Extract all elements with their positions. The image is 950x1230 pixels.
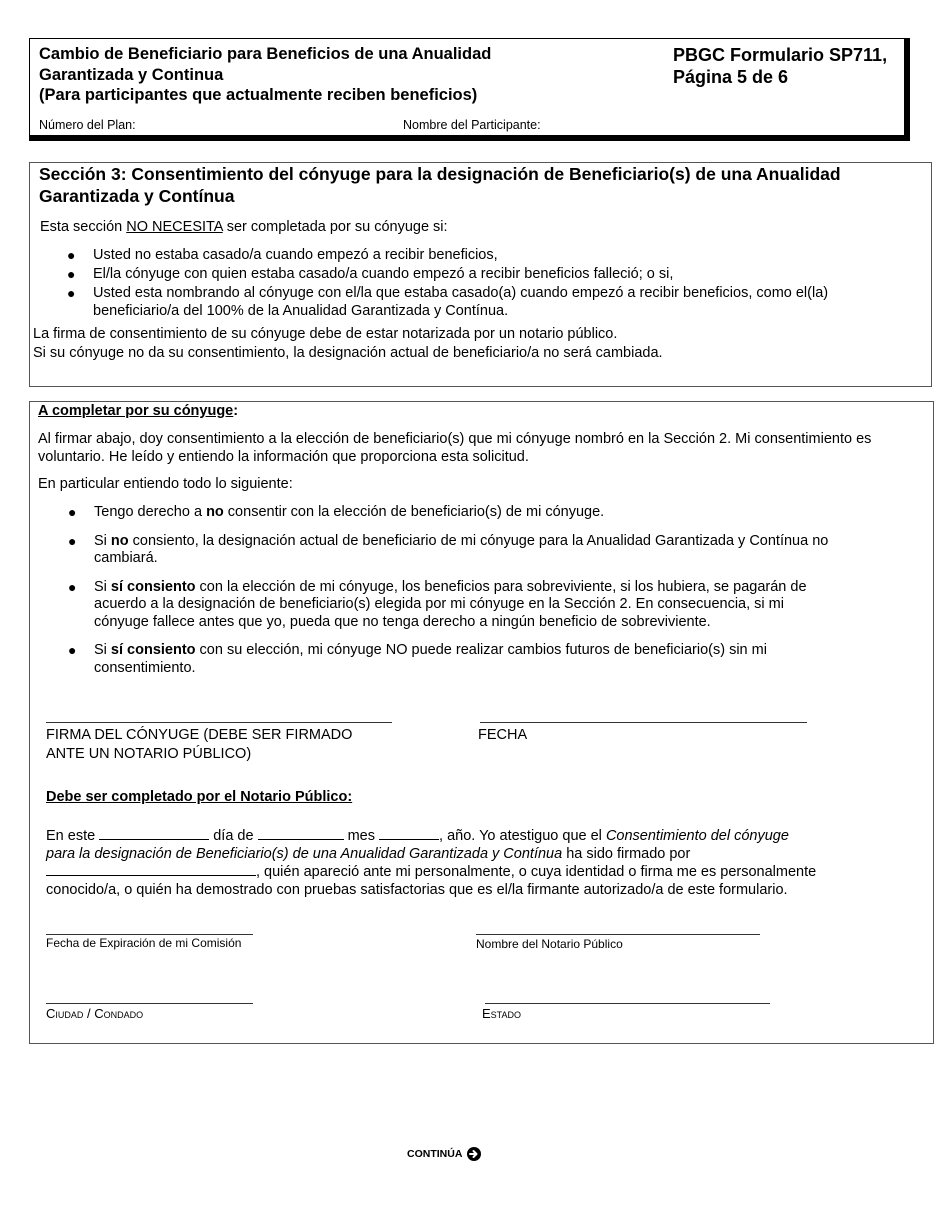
bullet-icon: ● (67, 266, 76, 282)
notary-attestation: En este día de mes , año. Yo atestiguo que el Consentimiento del cónyuge para la designación de Beneficiario(s) de una Anualidad Garantizada y Contínua ha sido firmado por , quién apareció ante mi personalmente, o cuya identidad o firma me es personalmente conocido/a, o quién ha demostrado con pruebas satisfactorias que es el/la firmante autorizado/a de este formulario. (46, 828, 817, 898)
city-county-label: Ciudad / Condado (46, 1006, 144, 1021)
notary-name-label: Nombre del Notario Público (476, 937, 623, 951)
spouse-signature-line[interactable] (46, 722, 392, 723)
form-number: PBGC Formulario SP711, Página 5 de 6 (673, 45, 888, 87)
section-3-intro: Esta sección NO NECESITA ser completada por su cónyuge si: (40, 219, 448, 235)
continue-indicator: CONTINÚA (407, 1146, 482, 1162)
list-item: ● Si sí consiento con la elección de mi cónyuge, los beneficios para sobreviviente, si los hubiera, se pagarán de acuerdo a la designación de beneficiario(s) elegida por mi cónyuge en la Sección 2. En consecuencia, si mi cónyuge fallece antes que yo, pueda que no tenga derecho a ningún beneficio de sobreviviente. (68, 578, 807, 630)
consent-statement: Al firmar abajo, doy consentimiento a la elección de beneficiario(s) que mi cónyuge nombró en la Sección 2. Mi consentimiento es voluntario. He leído y entiendo la información que proporciona esta solicitud. (38, 431, 872, 465)
signer-name-blank[interactable] (46, 863, 256, 876)
plan-number-field[interactable]: Número del Plan: (39, 118, 136, 132)
notary-requirement-note: La firma de consentimiento de su cónyuge debe de estar notarizada por un notario público. (33, 326, 618, 342)
bullet-icon: ● (68, 642, 77, 658)
year-blank[interactable] (379, 827, 439, 840)
spouse-date-label: FECHA (478, 727, 528, 743)
notary-heading: Debe ser completado por el Notario Público: (46, 789, 353, 805)
city-county-line[interactable] (46, 1003, 253, 1004)
form-title: Cambio de Beneficiario para Beneficios de una Anualidad Garantizada y Continua (Para participantes que actualmente reciben beneficios) (39, 45, 492, 104)
exemption-list (67, 247, 913, 322)
spouse-heading: A completar por su cónyuge: (38, 403, 239, 419)
list-item: ● Tengo derecho a no consentir con la elección de beneficiario(s) de mi cónyuge. (68, 504, 605, 520)
bullet-icon: ● (68, 504, 77, 520)
list-item: ● Si sí consiento con su elección, mi cónyuge NO puede realizar cambios futuros de beneficiario(s) sin mi consentimiento. (68, 642, 767, 676)
list-item: ● Usted no estaba casado/a cuando empezó a recibir beneficios, (67, 247, 498, 263)
state-label: Estado (482, 1006, 522, 1021)
list-item: ● Si no consiento, la designación actual de beneficiario de mi cónyuge para la Anualidad Garantizada y Contínua no cambiará. (68, 532, 829, 566)
section-3-title: Sección 3: Consentimiento del cónyuge para la designación de Beneficiario(s) de una Anualidad Garantizada y Contínua (39, 164, 841, 206)
state-line[interactable] (485, 1003, 770, 1004)
bullet-icon: ● (68, 532, 77, 549)
list-item: ● Usted esta nombrando al cónyuge con el/la que estaba casado(a) cuando empezó a recibir beneficios, como el(la) beneficiario/a del 100% de la Anualidad Garantizada y Contínua. (67, 285, 829, 319)
month-blank[interactable] (258, 827, 344, 840)
list-item: ● El/la cónyuge con quien estaba casado/a cuando empezó a recibir beneficios falleció; o si, (67, 266, 674, 282)
notary-name-line[interactable] (476, 934, 760, 935)
continue-arrow-icon (466, 1146, 482, 1162)
understanding-list (68, 504, 914, 688)
bullet-icon: ● (67, 247, 76, 263)
commission-expiration-line[interactable] (46, 934, 253, 935)
bullet-icon: ● (67, 285, 76, 301)
understanding-intro: En particular entiendo todo lo siguiente: (38, 476, 293, 492)
form-header (29, 38, 910, 141)
no-consent-note: Si su cónyuge no da su consentimiento, la designación actual de beneficiario/a no será cambiada. (33, 345, 663, 361)
day-blank[interactable] (99, 827, 209, 840)
section-3 (29, 162, 932, 387)
participant-name-field[interactable]: Nombre del Participante: (403, 118, 541, 132)
spouse-date-line[interactable] (480, 722, 807, 723)
spouse-consent-section (29, 401, 934, 1044)
spouse-signature-label: FIRMA DEL CÓNYUGE (DEBE SER FIRMADO ANTE UN NOTARIO PÚBLICO) (46, 727, 353, 762)
commission-expiration-label: Fecha de Expiración de mi Comisión (46, 936, 242, 950)
bullet-icon: ● (68, 578, 77, 595)
